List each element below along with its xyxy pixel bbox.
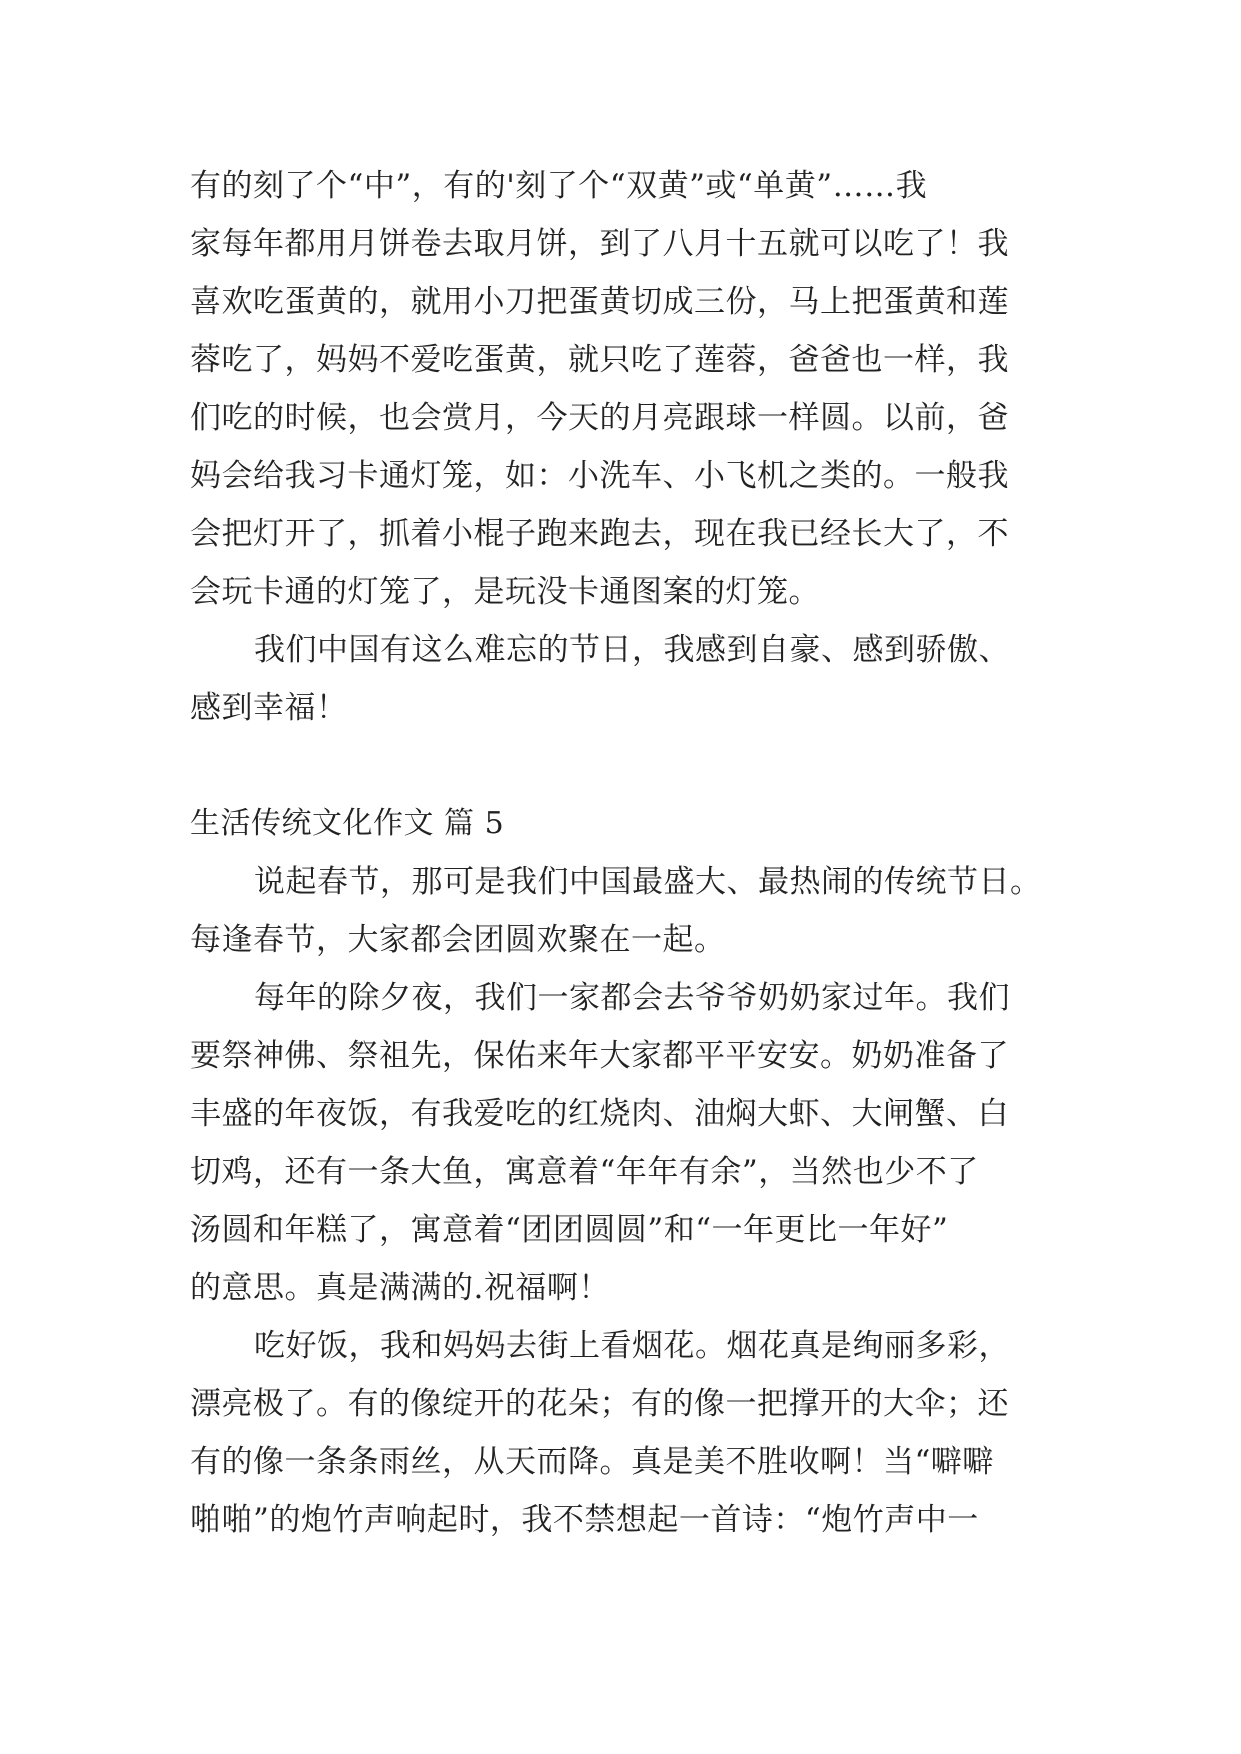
paragraph-line: 蓉吃了，妈妈不爱吃蛋黄，就只吃了莲蓉，爸爸也一样，我 xyxy=(190,342,1009,378)
paragraph-line: 有的像一条条雨丝，从天而降。真是美不胜收啊！当“噼噼 xyxy=(190,1444,994,1480)
paragraph-line: 家每年都用月饼卷去取月饼，到了八月十五就可以吃了！我 xyxy=(190,226,1009,262)
paragraph-line: 每逢春节，大家都会团圆欢聚在一起。 xyxy=(190,922,726,958)
paragraph-line: 感到幸福！ xyxy=(190,690,348,726)
paragraph-line: 会把灯开了，抓着小棍子跑来跑去，现在我已经长大了，不 xyxy=(190,516,1009,552)
paragraph-line: 丰盛的年夜饭，有我爱吃的红烧肉、油焖大虾、大闸蟹、白 xyxy=(190,1096,1009,1132)
paragraph-line: 切鸡，还有一条大鱼，寓意着“年年有余”，当然也少不了 xyxy=(190,1154,979,1190)
paragraph-line: 会玩卡通的灯笼了，是玩没卡通图案的灯笼。 xyxy=(190,574,820,610)
paragraph-line: 有的刻了个“中”，有的'刻了个“双黄”或“单黄”……我 xyxy=(190,168,928,204)
paragraph-line: 我们中国有这么难忘的节日，我感到自豪、感到骄傲、 xyxy=(254,632,1010,668)
paragraph-line: 每年的除夕夜，我们一家都会去爷爷奶奶家过年。我们 xyxy=(254,980,1010,1016)
paragraph-line: 说起春节，那可是我们中国最盛大、最热闹的传统节日。 xyxy=(254,864,1042,900)
paragraph-line: 漂亮极了。有的像绽开的花朵；有的像一把撑开的大伞；还 xyxy=(190,1386,1009,1422)
paragraph-line: 要祭神佛、祭祖先，保佑来年大家都平平安安。奶奶准备了 xyxy=(190,1038,1009,1074)
paragraph-line: 吃好饭，我和妈妈去街上看烟花。烟花真是绚丽多彩， xyxy=(254,1328,1010,1364)
paragraph-line: 汤圆和年糕了，寓意着“团团圆圆”和“一年更比一年好” xyxy=(190,1212,949,1248)
paragraph-line: 们吃的时候，也会赏月，今天的月亮跟球一样圆。以前，爸 xyxy=(190,400,1009,436)
paragraph-line: 妈会给我习卡通灯笼，如：小洗车、小飞机之类的。一般我 xyxy=(190,458,1009,494)
paragraph-line: 喜欢吃蛋黄的，就用小刀把蛋黄切成三份，马上把蛋黄和莲 xyxy=(190,284,1009,320)
section-heading: 生活传统文化作文 篇 5 xyxy=(190,806,505,841)
paragraph-line: 啪啪”的炮竹声响起时，我不禁想起一首诗：“炮竹声中一 xyxy=(190,1502,979,1538)
paragraph-line: 的意思。真是满满的.祝福啊！ xyxy=(190,1270,610,1306)
